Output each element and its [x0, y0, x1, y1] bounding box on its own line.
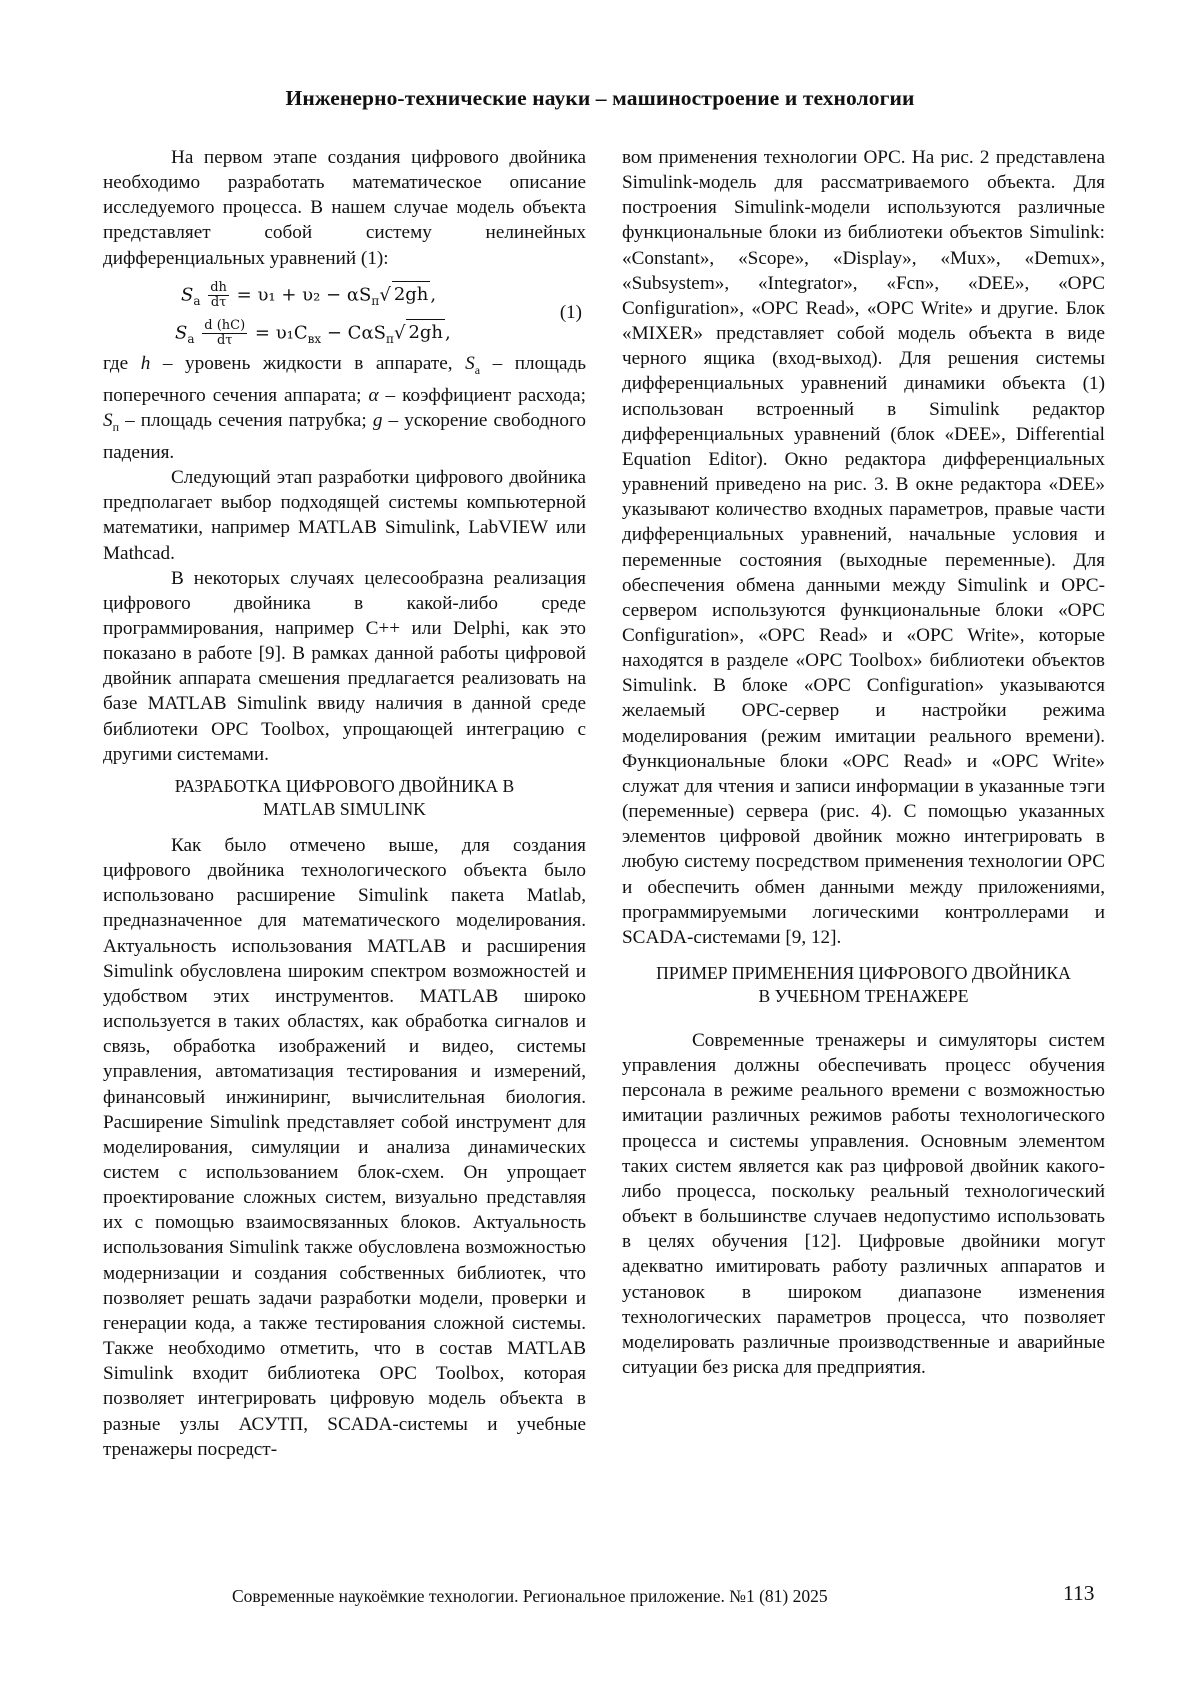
eq1-frac-den: dτ [210, 294, 227, 310]
var-alpha: α [368, 384, 379, 406]
var-sa-sub: a [474, 362, 481, 377]
paragraph-variables [103, 351, 586, 465]
section-heading-trainer-line1: ПРИМЕР ПРИМЕНЕНИЯ ЦИФРОВОГО ДВОЙНИКА [656, 963, 1071, 983]
eq1-rhs-sub: п [371, 293, 380, 308]
section-heading-simulink [103, 775, 586, 821]
eq1-sqrt: 2gh [392, 281, 431, 307]
var-g: g [372, 409, 383, 431]
section-heading-simulink-line2: MATLAB SIMULINK [263, 798, 426, 819]
eq1-fraction [208, 281, 229, 310]
var-sn-sub: п [112, 419, 120, 434]
equation-line-1: $S_а$ $\frac{dh}{d\tau}$ = $\upsilon_1 + \upsilon_2 - \alpha S_п√$ 2gh , [181, 279, 437, 310]
running-header: Инженерно-технические науки – машиностроение и технологии [285, 86, 915, 110]
eq1-frac-num: dh [210, 279, 227, 295]
var-text-f: – ускорение свободного падения. [103, 409, 586, 463]
paragraph-intro: На первом этапе создания цифрового двойника необходимо разработать математическое описание исследуемого процесса. В нашем случае модель объекта представляет собой систему нелинейных дифференциальных уравнений (1): [103, 147, 586, 269]
section-heading-simulink-line1: РАЗРАБОТКА ЦИФРОВОГО ДВОЙНИКА В [174, 775, 515, 796]
paragraph-opc: вом применения технологии OPC. На рис. 2 представлена Simulink-модель для рассматриваемого объекта. Для построения Simulink-модели используются различные функциональные блоки из библиотеки объектов Simulink: «Constant», «Scope», «Display», «Mux», «Demux», «Subsystem», «Integrator», «Fcn», «DEE», «OPC Configuration», «OPC Read», «OPC Write» и другие. Блок «MIXER» представляет собой модель объекта в виде черного ящика (вход-выход). Для решения системы дифференциальных уравнений динамики объекта (1) использован встроенный в Simulink редактор дифференциальных уравнений (блок «DEE», Differential Equation Editor). Окно редактора дифференциальных уравнений приведено на рис. 3. В окне редактора «DEE» указывают количество входных параметров, правые части дифференциальных уравнений, начальные условия и переменные состояния (выходные переменные). Для обеспечения обмена данными между Simulink и OPC-сервером используются функциональные блоки «OPC Configuration», «OPC Read» и «OPC Write», которые находятся в разделе «OPC Toolbox» библиотеки объектов Simulink. В блоке «OPC Configuration» указываются желаемый OPC-сервер и настройки режима моделирования (режим имитации реального времени). Функциональные блоки «OPC Read» и «OPC Write» служат для чтения и записи информации в указанные тэги (переменные) сервера (рис. 4). С помощью указанных элементов цифровой двойник можно интегрировать в любую систему посредством применения технологии OPC и обеспечить обмен данными между приложениями, программируемыми логическими контроллерами и SCADA-системами [9, 12]. [622, 147, 1105, 948]
paragraph-simulink: Как было отмечено выше, для создания цифрового двойника технологического объекта было использовано расширение Simulink пакета Matlab, предназначенное для математического моделирования. Актуальность использования MATLAB и расширения Simulink обусловлена широким спектром возможностей и удобством этих инструментов. MATLAB широко используется в таких областях, как обработка сигналов и связь, обработка изображений и видео, системы управления, автоматизация тестирования и измерений, финансовый инжиниринг, вычислительная биология. Расширение Simulink представляет собой инструмент для моделирования, симуляции и анализа динамических систем с использованием блок-схем. Он упрощает проектирование сложных систем, визуально представляя их с помощью взаимосвязанных блоков. Актуальность использования Simulink также обусловлена возможностью модернизации и создания собственных библиотек, что позволяет решать задачи разработки модели, проверки и генерации кода, а также тестирования сложной системы. Также необходимо отметить, что в состав MATLAB Simulink входит библиотека OPC Toolbox, которая позволяет интегрировать цифровую модель объекта в разные узлы АСУТП, SCADA-системы и учебные тренажеры посредст- [103, 834, 586, 1460]
paragraph-programming: В некоторых случаях целесообразна реализация цифрового двойника в какой-либо среде программирования, например C++ или Delphi, как это показано в работе [9]. В рамках данной работы цифровой двойник аппарата смешения предлагается реализовать на базе MATLAB Simulink ввиду наличия в данной среде библиотеки OPC Toolbox, упрощающей интеграцию с другими системами. [103, 567, 586, 765]
eq1-lhs: S [181, 284, 194, 306]
eq2-rhs: = υ₁C [254, 322, 308, 344]
eq2-lhs-sub: а [187, 331, 195, 346]
var-text-d: – коэффициент расхода; [378, 384, 586, 406]
section-heading-trainer [622, 962, 1105, 1008]
paragraph-tools: Следующий этап разработки цифрового двойника предполагает выбор подходящей системы компьютерной математики, например MATLAB Simulink, LabVIEW или Mathcad. [103, 467, 586, 564]
var-text-b: – уровень жидкости в аппарате, [150, 352, 466, 374]
eq1-end: , [430, 284, 437, 306]
eq2-lhs: S [175, 322, 188, 344]
var-h: h [140, 352, 151, 374]
footer-journal-title: Современные наукоёмкие технологии. Региональное приложение. №1 (81) 2025 [232, 1586, 828, 1606]
section-heading-trainer-line2: В УЧЕБНОМ ТРЕНАЖЕРЕ [758, 986, 969, 1006]
var-sn: S [103, 409, 113, 431]
var-text-a: где [103, 352, 141, 374]
var-text-c: – площадь поперечного сечения аппарата; [103, 352, 586, 406]
eq1-rhs: = υ₁ + υ₂ − αS [236, 284, 372, 306]
var-sa: S [465, 352, 475, 374]
page-number: 113 [1063, 1581, 1095, 1605]
eq2-sqrt: 2gh [406, 319, 445, 345]
eq2-frac-den: dτ [216, 332, 233, 348]
var-text-e: – площадь сечения патрубка; [119, 409, 373, 431]
eq2-frac-num: d (hC) [204, 317, 246, 333]
eq2-rhs2: − CαS [321, 322, 386, 344]
left-column [103, 145, 586, 1462]
equation-line-2: $S_а$ $\frac{d (hC)}{d\tau}$ = $\upsilon_1C_{вх} - C\alpha S_п√$ 2gh , [175, 317, 451, 348]
equation-1 [103, 273, 586, 351]
eq2-fraction [202, 319, 247, 348]
paragraph-trainers: Современные тренажеры и симуляторы систем управления должны обеспечивать процесс обучения персонала в режиме реального времени с возможностью имитации различных режимов работы технологического процесса и системы управления. Основным элементом таких систем является как раз цифровой двойник какого-либо процесса, поскольку реальный технологический объект в большинстве случаев недопустимо использовать в целях обучения [12]. Цифровые двойники могут адекватно имитировать работу различных аппаратов и установок в широком диапазоне изменения технологических параметров процесса, что позволяет моделировать различные производственные и аварийные ситуации без риска для предприятия. [622, 1030, 1105, 1379]
eq1-lhs-sub: а [193, 293, 201, 308]
eq2-end: , [445, 322, 451, 344]
eq2-rhs2-sub: п [385, 331, 394, 346]
equation-number: (1) [559, 301, 582, 323]
right-column [622, 145, 1105, 1380]
eq2-rhs-sub: вх [307, 331, 322, 346]
